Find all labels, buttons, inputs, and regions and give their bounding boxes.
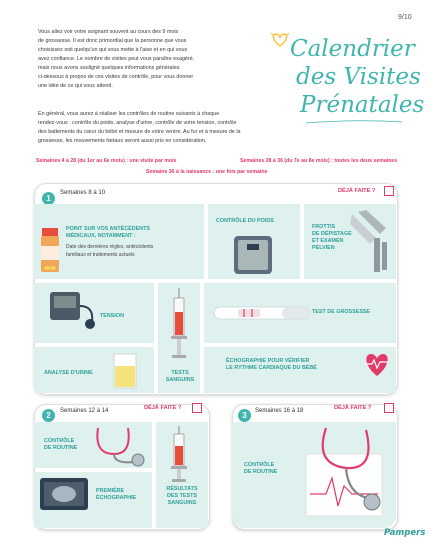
card2-echographie-line: PREMIÈRE xyxy=(96,488,125,494)
ultrasound-icon xyxy=(38,476,90,512)
page-number: 9/10 xyxy=(398,14,412,21)
card3-routine-line: CONTRÔLE xyxy=(244,462,275,468)
antecedents-title-line: MÉDICAUX, NOTAMMENT : xyxy=(66,233,136,239)
frottis-line: FROTTIS xyxy=(312,224,336,230)
card2-syringe-icon xyxy=(168,426,190,484)
intro-line: avez confiance. Le nombre de visites peut vous paraître exagéré, xyxy=(38,56,195,62)
speculum-icon xyxy=(346,208,394,278)
card2-resultats-line: SANGUINS xyxy=(167,500,197,506)
card2-deja-fait: DÉJÀ FAITE ? xyxy=(144,405,182,411)
intro-line: En général, vous aurez à réaliser les contrôles de routine suivants à chaque xyxy=(38,111,220,117)
tests-sanguins-line: TESTS xyxy=(171,370,189,376)
card1-weeks: Semaines 8 à 10 xyxy=(60,190,106,196)
card2-routine-label xyxy=(44,438,77,452)
tests-sanguins-line: SANGUINS xyxy=(165,377,195,383)
intro-line: grossesse, les mouvements fœtaux seront aussi pris en considération. xyxy=(38,138,207,144)
frottis-line: ET EXAMEN xyxy=(312,238,344,244)
intro-line: des battements du cœur du bébé et mesure de votre ventre. Au fur et à mesure de la xyxy=(38,129,241,135)
pampers-logo: Pampers xyxy=(384,528,426,538)
card3-stethoscope-icon xyxy=(296,424,392,524)
echographie-cardiaque-label xyxy=(226,358,317,372)
card3-routine-line: DE ROUTINE xyxy=(244,469,278,475)
test-grossesse-label: TEST DE GROSSESSE xyxy=(312,309,371,315)
page-title-line-3: Prénatales xyxy=(300,92,425,118)
card2-routine-line: DE ROUTINE xyxy=(44,445,78,451)
heartbeat-icon xyxy=(362,350,392,378)
urine-cup-icon xyxy=(110,352,140,390)
antecedents-text xyxy=(66,244,153,259)
intro-line: Vous allez voir votre soignant souvent au cours des 9 mois xyxy=(38,29,179,35)
intro-paragraph-1 xyxy=(38,28,278,91)
frottis-line: DE DÉPISTAGE xyxy=(312,231,352,237)
step-number-2: 2 xyxy=(42,409,55,422)
card2-resultats-line: DES TESTS xyxy=(167,493,197,499)
card3-done-checkbox[interactable] xyxy=(384,403,394,413)
echographie-line: ÉCHOGRAPHIE POUR VÉRIFIER xyxy=(226,358,310,364)
poids-label: CONTRÔLE DU POIDS xyxy=(216,218,274,224)
schedule-left: Semaines 4 à 28 (du 1er au 6e mois) : une visite par mois xyxy=(36,158,177,164)
intro-line: une idée de ce qui vous attend. xyxy=(38,83,113,89)
intro-line: de grossesse. Il est donc primordial que la personne que vous xyxy=(38,38,187,44)
intro-line: rendez-vous : contrôle du poids, analyse d'urine, contrôle de votre tension, contrôle xyxy=(38,120,237,126)
card2-weeks: Semaines 12 à 14 xyxy=(60,408,109,414)
card1-deja-fait: DÉJÀ FAITE ? xyxy=(338,188,376,194)
card2-resultats-line: RÉSULTATS xyxy=(166,486,198,492)
card2-routine-line: CONTRÔLE xyxy=(44,438,75,444)
antecedents-text-line: Date des dernières règles, antécédents xyxy=(66,244,154,250)
intro-line: mais nous avons souligné quelques informations générales xyxy=(38,65,180,71)
antecedents-text-line: familiaux et traitements actuels xyxy=(66,251,135,258)
card1-done-checkbox[interactable] xyxy=(384,186,394,196)
analyse-urine-label: ANALYSE D'URINE xyxy=(44,370,93,376)
frottis-line: PELVIEN xyxy=(312,245,335,251)
pill-bottle-icon xyxy=(38,226,62,276)
echographie-line: LE RYTHME CARDIAQUE DU BÉBÉ xyxy=(226,365,317,371)
scale-icon xyxy=(232,234,274,276)
card3-deja-fait: DÉJÀ FAITE ? xyxy=(334,405,372,411)
card2-resultats-label xyxy=(158,486,206,507)
page-title-line-1: Calendrier xyxy=(290,36,415,62)
heart-icon xyxy=(270,32,290,48)
card3-routine-label xyxy=(244,462,277,476)
syringe-icon xyxy=(168,288,190,362)
card2-done-checkbox[interactable] xyxy=(192,403,202,413)
tests-sanguins-label xyxy=(162,370,198,384)
step-number-1: 1 xyxy=(42,192,55,205)
title-swash xyxy=(304,118,404,126)
stethoscope-icon xyxy=(92,424,150,468)
tension-label: TENSION xyxy=(100,313,124,319)
blood-pressure-icon xyxy=(46,282,98,330)
intro-line: ci-dessous à propos de ces visites de contrôle, pour vous donner xyxy=(38,74,194,80)
card2-echographie-label xyxy=(96,488,136,502)
intro-paragraph-2 xyxy=(38,110,288,146)
antecedents-title-line: POINT SUR VOS ANTÉCÉDENTS xyxy=(66,226,150,232)
card3-weeks: Semaines 16 à 18 xyxy=(255,408,304,414)
schedule-center: Semaine 36 à la naissance : une fois par semaine xyxy=(146,169,268,175)
card2-echographie-line: ÉCHOGRAPHIE xyxy=(96,495,137,501)
step-number-3: 3 xyxy=(238,409,251,422)
pregnancy-test-icon xyxy=(212,304,312,322)
schedule-right: Semaines 28 à 36 (du 7e au 8e mois) : toutes les deux semaines xyxy=(240,158,398,164)
intro-line: choisissez soit quelqu'un qui vous mette à l'aise et en qui vous xyxy=(38,47,188,53)
page-title-line-2: des Visites xyxy=(296,64,421,90)
antecedents-title xyxy=(66,226,150,240)
